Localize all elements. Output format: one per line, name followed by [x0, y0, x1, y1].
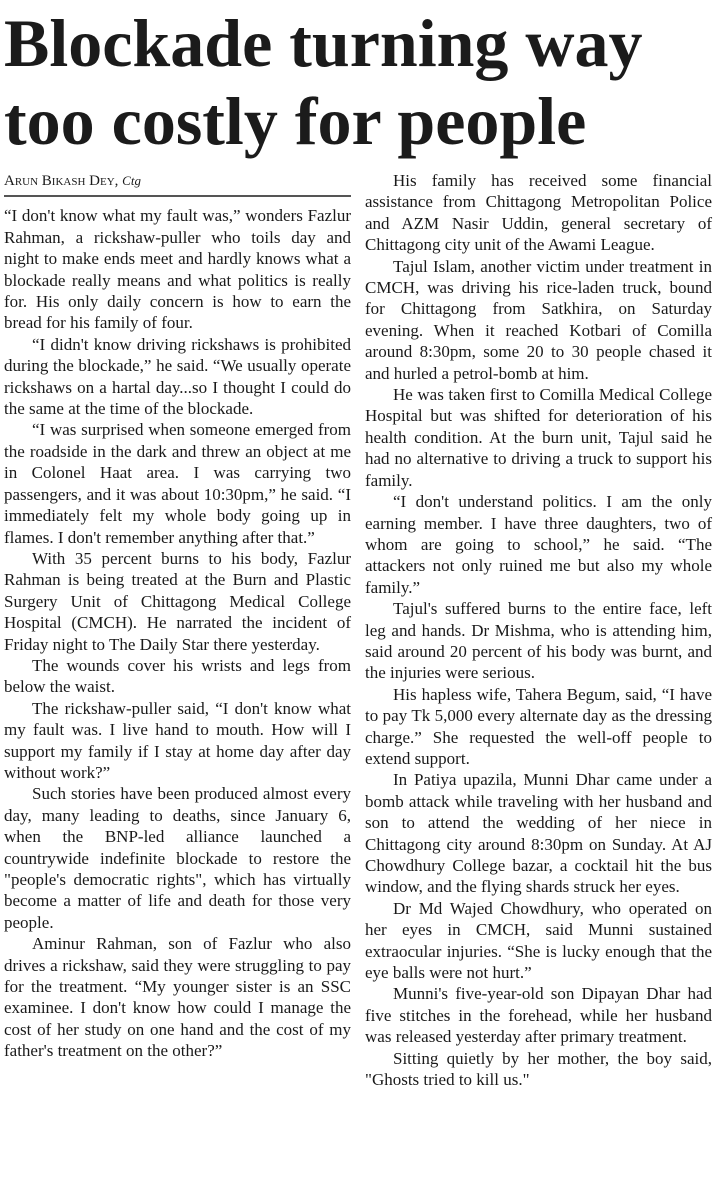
paragraph: Tajul Islam, another victim under treatment in CMCH, was driving his rice-laden truck, bound for Chittagong from Satkhira, on Saturday evening. When it reached Kotbari of Comilla around 8:30pm, some 20 to 30 people chased it and hurled a petrol-bomb at him.: [365, 256, 712, 383]
byline-author: Arun Bikash Dey,: [4, 173, 119, 189]
right-column: [365, 170, 712, 1090]
paragraph: His family has received some financial assistance from Chittagong Metropolitan Police and AZM Nasir Uddin, general secretary of Chittagong city unit of the Awami League.: [365, 171, 712, 255]
headline: Blockade turning way too costly for people: [4, 5, 643, 159]
paragraph: With 35 percent burns to his body, Fazlur Rahman is being treated at the Burn and Plastic Surgery Unit of Chittagong Medical College Hospital (CMCH). He narrated the incident of Friday night to The Daily Star there yesterday.: [4, 548, 351, 654]
article-body: [0, 160, 719, 1090]
byline: [4, 170, 351, 197]
paragraph: In Patiya upazila, Munni Dhar came under a bomb attack while traveling with her husband and son to attend the wedding of her niece in Chittagong city around 8:30pm on Sunday. At AJ Chowdhury College bazar, a cocktail hit the bus window, and the flying shards struck her eyes.: [365, 770, 712, 897]
paragraph: The rickshaw-puller said, “I don't know what my fault was. I live hand to mouth. How will I support my family if I stay at home day after day without work?”: [4, 698, 351, 782]
byline-location: Ctg: [122, 173, 141, 188]
paragraph: His hapless wife, Tahera Begum, said, “I have to pay Tk 5,000 every alternate day as the dressing charge.” She requested the well-off people to extend support.: [365, 684, 712, 768]
paragraph: “I don't know what my fault was,” wonders Fazlur Rahman, a rickshaw-puller who toils day and night to make ends meet and hardly knows what a blockade really means and what politics is really for. His only daily concern is how to earn the bread for his family of four.: [4, 206, 351, 333]
paragraph: The wounds cover his wrists and legs from below the waist.: [4, 655, 351, 697]
paragraph: Such stories have been produced almost every day, many leading to deaths, since January 6, when the BNP-led alliance launched a countrywide indefinite blockade to restore the "people's democratic rights", which has virtually become a matter of life and death for those very people.: [4, 784, 351, 932]
paragraph: Aminur Rahman, son of Fazlur who also drives a rickshaw, said they were struggling to pay for the treatment. “My younger sister is an SSC examinee. I don't know how could I manage the cost of her study on one hand and the cost of my father's treatment on the other?”: [4, 934, 351, 1061]
paragraph: “I don't understand politics. I am the only earning member. I have three daughters, two of whom are going to school,” he said. “The attackers not only ruined me but also my whole family.”: [365, 492, 712, 597]
paragraph: Munni's five-year-old son Dipayan Dhar had five stitches in the forehead, while her husband was released yesterday after primary treatment.: [365, 984, 712, 1047]
paragraph: Sitting quietly by her mother, the boy said, "Ghosts tried to kill us.": [365, 1048, 712, 1090]
paragraph: “I was surprised when someone emerged from the roadside in the dark and threw an object at me in Colonel Haat area. I was carrying two passengers, and it was about 10:30pm,” he said. “I immediately felt my whole body going up in flames. I don't remember anything after that.”: [4, 420, 351, 547]
left-column: [4, 170, 351, 1090]
paragraph: Dr Md Wajed Chowdhury, who operated on her eyes in CMCH, said Munni sustained extraocular injuries. “She is lucky enough that the eye balls were not hurt.”: [365, 898, 712, 983]
paragraph: Tajul's suffered burns to the entire face, left leg and hands. Dr Mishma, who is attending him, said around 20 percent of his body was burnt, and the injuries were serious.: [365, 599, 712, 683]
paragraph: He was taken first to Comilla Medical College Hospital but was shifted for deterioration of his health condition. At the burn unit, Tajul said he had no alternative to driving a truck to support his family.: [365, 385, 712, 490]
paragraph: “I didn't know driving rickshaws is prohibited during the blockade,” he said. “We usually operate rickshaws on a hartal day...so I thought I could do the same at the time of the blockade.: [4, 334, 351, 419]
